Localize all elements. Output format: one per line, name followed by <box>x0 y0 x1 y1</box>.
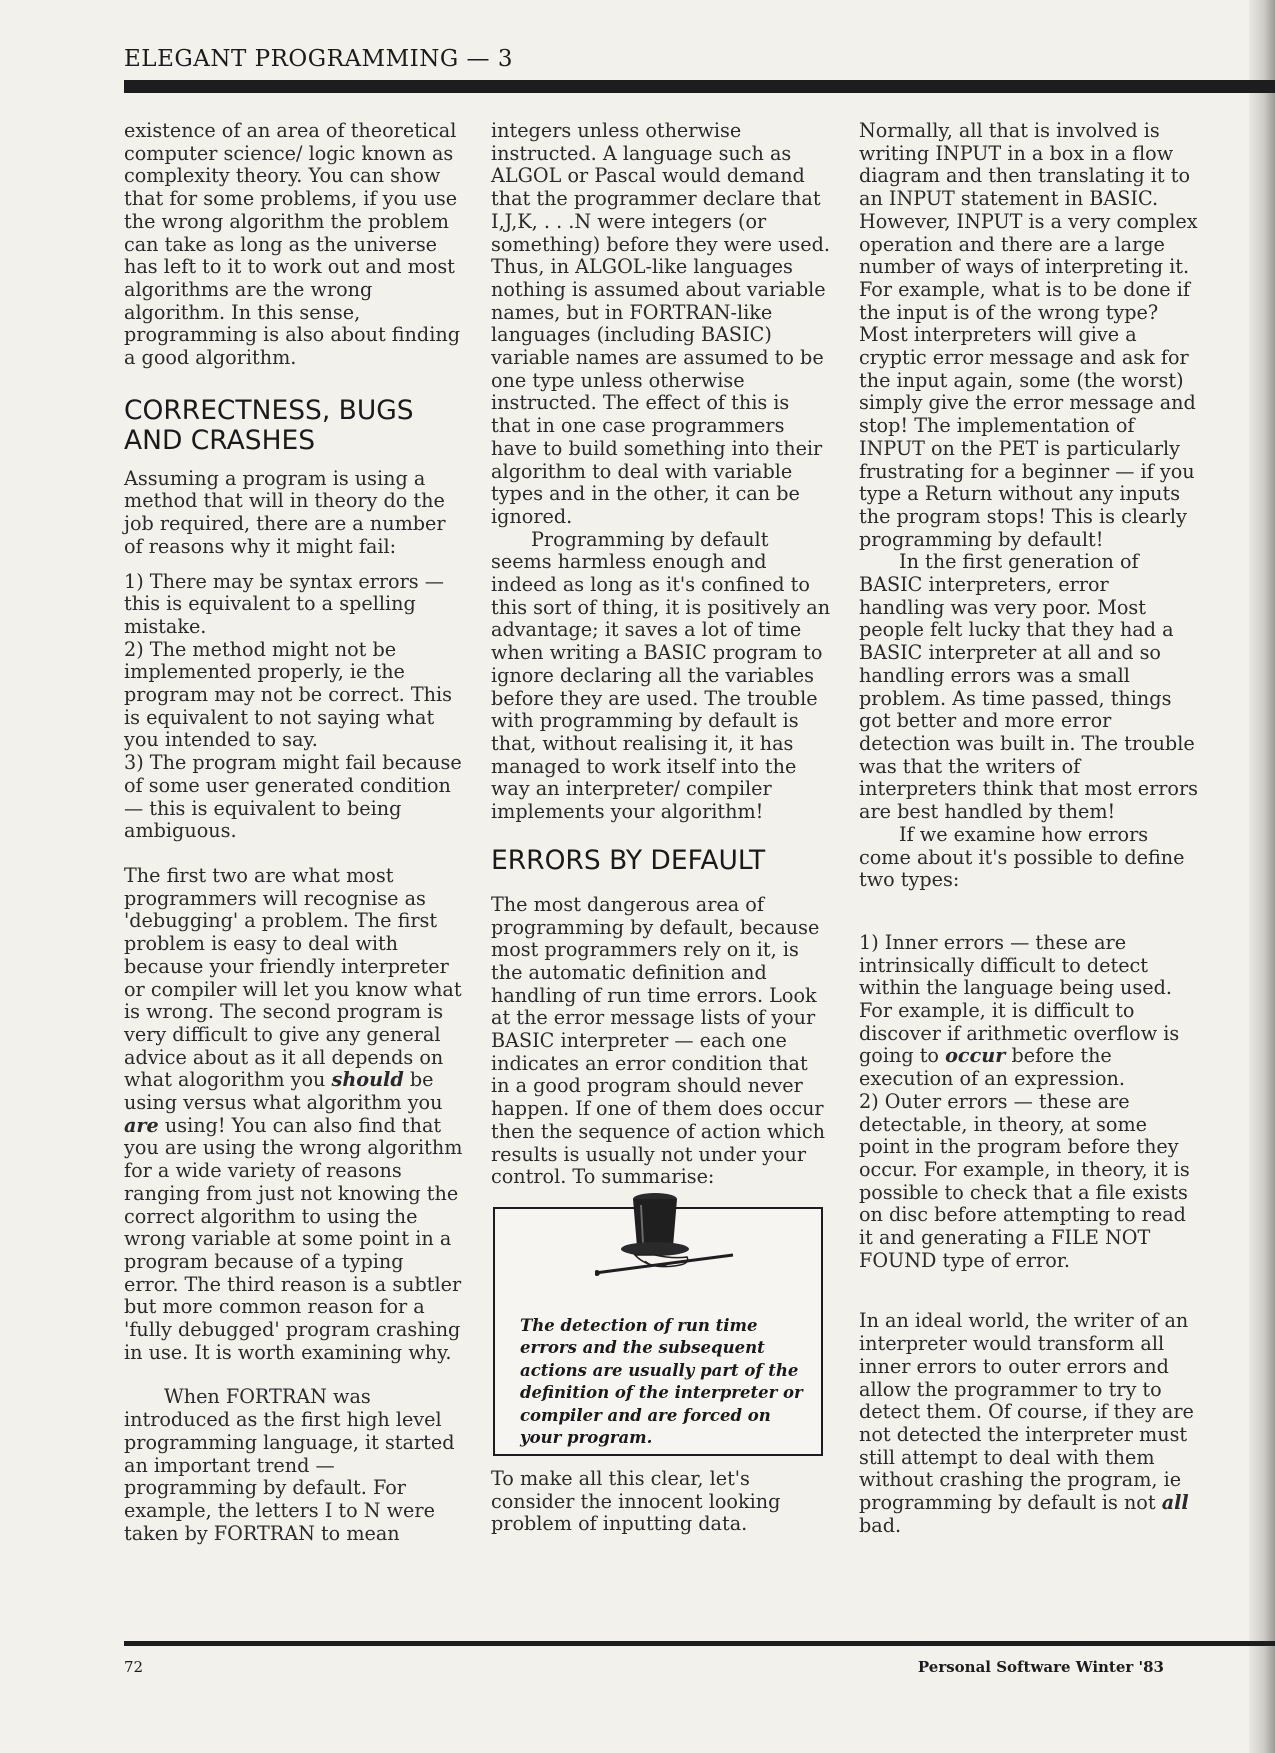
paragraph: To make all this clear, let's consider the innocent looking problem of inputting data. <box>491 1466 781 1536</box>
list-item: 1) There may be syntax errors — this is equivalent to a spelling mistake. <box>124 569 444 638</box>
emphasis-all: all <box>1161 1491 1189 1515</box>
pull-quote-box <box>493 1207 823 1456</box>
paragraph: When FORTRAN was introduced as the first high level programming language, it started an important trend — programming by default. For example, the letters I to N were taken by FORTRAN to mean <box>124 1385 455 1545</box>
text-run: before the execution of an expression. <box>859 1044 1125 1091</box>
column-2 <box>491 120 831 1536</box>
paragraph: The most dangerous area of programming by default, because most programmers rely on it, is the automatic definition and handling of run time errors. Look at the error message lists of your BASIC interpreter — each one indicates an error condition that in a good program should never happen. If one of them does occur then the sequence of action which results is usually not under your control. To summarise: <box>491 892 825 1189</box>
page-edge-shadow <box>1249 0 1275 1753</box>
footer-rule <box>124 1641 1275 1646</box>
column-1 <box>124 120 464 1545</box>
paragraph: Assuming a program is using a method that will in theory do the job required, there are a number of reasons why it might fail: <box>124 466 446 558</box>
list-item: 2) The method might not be implemented properly, ie the program may not be correct. This is equivalent to not saying what you intended to say. <box>124 637 453 752</box>
text-run: The first two are what most programmers will recognise as 'debugging' a problem. The first problem is easy to deal with because your friendly interpreter or compiler will let you know what is wrong. The second program is very difficult to give any general advice about as it all depends on what alogorithm you <box>124 863 462 1092</box>
paragraph: existence of an area of theoretical computer science/ logic known as complexity theory. You can show that for some problems, if you use the wrong algorithm the problem can take as long as the universe has left to it to work out and most algorithms are the wrong algorithm. In this sense, programming is also about finding a good algorithm. <box>124 119 460 370</box>
running-title: ELEGANT PROGRAMMING — 3 <box>124 46 514 72</box>
header-rule <box>124 80 1275 93</box>
emphasis-are: are <box>124 1113 159 1137</box>
page-number: 72 <box>124 1658 144 1676</box>
emphasis-occur: occur <box>945 1044 1006 1068</box>
list-item: 3) The program might fail because of some user generated condition — this is equivalent to being ambiguous. <box>124 751 462 843</box>
text-run: using! You can also find that you are using the wrong algorithm for a wide variety of reasons ranging from just not knowing the correct algorithm to using the wrong variable at some point in a program because of a typing error. The third reason is a subtler but more common reason for a 'fully debugged' program crashing in use. It is worth examining why. <box>124 1113 463 1364</box>
column-3 <box>859 120 1199 1537</box>
section-heading-errors-by-default: ERRORS BY DEFAULT <box>491 844 766 876</box>
pull-quote-text: The detection of run time errors and the subsequent actions are usually part of the definition of the interpreter or compiler and are forced on your program. <box>520 1315 803 1448</box>
paragraph: Programming by default seems harmless enough and indeed as long as it's confined to this sort of thing, it is positively an advantage; it saves a lot of time when writing a BASIC program to ignore declaring all the variables before they are used. The trouble with programming by default is that, without realising it, it has managed to work itself into the way an interpreter/ compiler implements your algorithm! <box>491 527 831 824</box>
text-run: be using versus what algorithm you <box>124 1068 443 1115</box>
text-run: 1) Inner errors — these are intrinsically difficult to detect within the language being used. For example, it is difficult to discover if arithmetic overflow is going to <box>859 930 1180 1068</box>
paragraph <box>859 1310 1199 1537</box>
emphasis-should: should <box>331 1068 404 1092</box>
paragraph: Normally, all that is involved is writing INPUT in a box in a flow diagram and then translating it to an INPUT statement in BASIC. However, INPUT is a very complex operation and there are a large number of ways of interpreting it. For example, what is to be done if the input is of the wrong type? Most interpreters will give a cryptic error message and ask for the input again, some (the worst) simply give the error message and stop! The implementation of INPUT on the PET is particularly frustrating for a beginner — if you type a Return without any inputs the program stops! This is clearly programming by default! <box>859 119 1198 551</box>
text-run: In an ideal world, the writer of an interpreter would transform all inner errors to outer errors and allow the programmer to try to detect them. Of course, if they are not detected the interpreter must still attempt to deal with them without crashing the program, ie programming by default is not <box>859 1309 1194 1515</box>
paragraph: integers unless otherwise instructed. A language such as ALGOL or Pascal would demand that the programmer declare that I,J,K, . . .N were integers (or something) before they were used. Thus, in ALGOL-like languages nothing is assumed about variable names, but in FORTRAN-like languages (including BASIC) variable names are assumed to be one type unless otherwise instructed. The effect of this is that in one case programmers have to build something into their algorithm to deal with variable types and in the other, it can be ignored. <box>491 119 831 528</box>
failure-reasons-list <box>124 571 464 843</box>
list-item-inner-errors <box>859 932 1199 1091</box>
text-run: bad. <box>859 1513 902 1537</box>
list-item-outer-errors: 2) Outer errors — these are detectable, in theory, at some point in the program before they occur. For example, in theory, it is possible to check that a file exists on disc before attempting to read it and generating a FILE NOT FOUND type of error. <box>859 1089 1190 1272</box>
paragraph <box>124 865 464 1364</box>
paragraph: If we examine how errors come about it's possible to define two types: <box>859 822 1185 892</box>
top-hat-and-cane-icon <box>595 1185 735 1295</box>
paragraph: In the first generation of BASIC interpreters, error handling was very poor. Most people felt lucky that they had a BASIC interpreter at all and so handling errors was a small problem. As time passed, things got better and more error detection was built in. The trouble was that the writers of interpreters think that most errors are best handled by them! <box>859 550 1199 824</box>
publication-title: Personal Software Winter '83 <box>917 1658 1164 1676</box>
section-heading-correctness: CORRECTNESS, BUGS AND CRASHES <box>124 394 414 456</box>
